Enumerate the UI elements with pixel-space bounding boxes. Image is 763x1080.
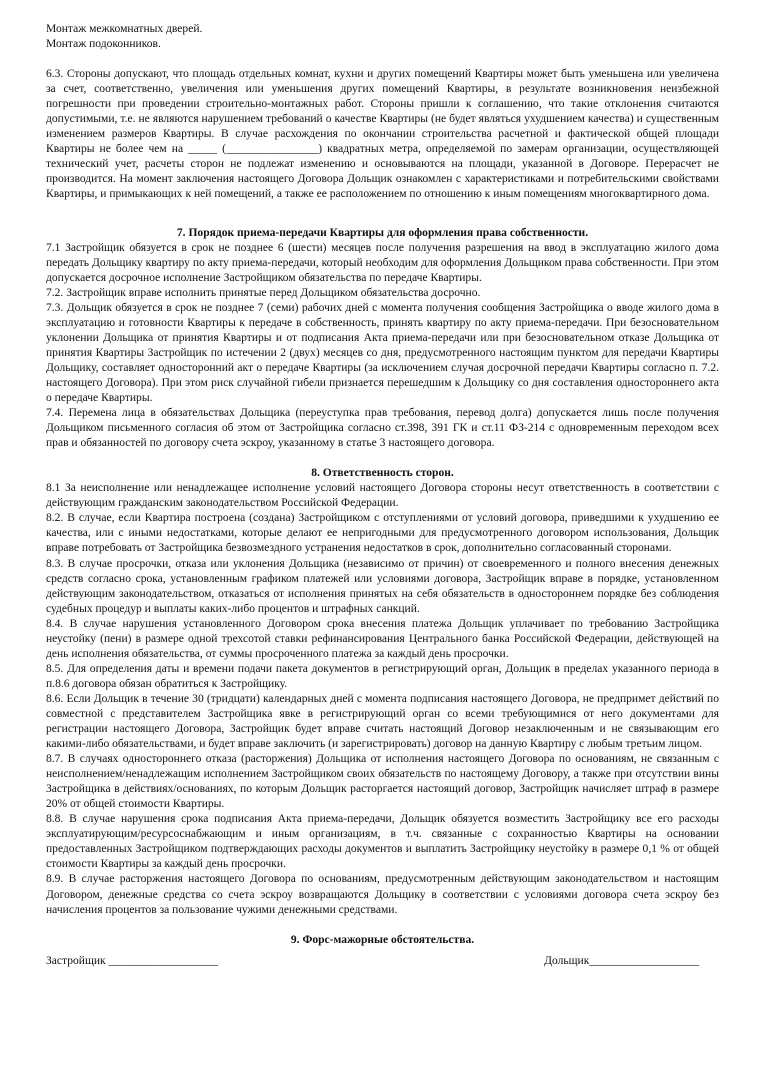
paragraph-8-6: 8.6. Если Дольщик в течение 30 (тридцати) календарных дней с момента подписания настоящего Договора, не предпримет действий по совместной с представителем Застройщика явке в регистрирующий орган со всеми требующимися от него документами для регистрации настоящего Договора, Застройщик будет вправе считать настоящий Договор незаключенным и не связывающим его какими-либо обязательствами, и будет вправе заключить (и зарегистрировать) договор на данную Квартиру с любым третьим лицом. [46,692,719,751]
paragraph-8-7: 8.7. В случаях одностороннего отказа (расторжения) Дольщика от исполнения настоящего Договора по основаниям, не связанным с неисполнением/ненадлежащим исполнением Застройщиком своих обязательств по настоящему Договору, а также при отсутствии вины Застройщика в действиях/основаниях, по которым Дольщик расторгается настоящий договор, Застройщик начисляет штраф в размере 20% от общей стоимости Квартиры. [46,753,719,811]
section-8-heading: 8. Ответственность сторон. [311,467,454,480]
paragraph-8-4: 8.4. В случае нарушения установленного Договором срока внесения платежа Дольщик уплачивает по требованию Застройщика неустойку (пени) в размере одной трехсотой ставки рефинансирования Центрального банка Российской Федерации, действующей на день исполнения обязательства, от суммы просроченного платежа за каждый день просрочки. [46,617,719,660]
paragraph-8-2: 8.2. В случае, если Квартира построена (создана) Застройщиком с отступлениями от условий договора, приведшими к ухудшению ее качества, или с иными недостатками, которые делают ее непригодными для предусмотренного договором использования, Дольщик вправе потребовать от Застройщика безвозмездного устранения недостатков в срок, дополнительно согласованный сторонами. [46,512,719,555]
developer-signature-line: Застройщик ___________________ [46,954,219,967]
paragraph-7-4: 7.4. Перемена лица в обязательствах Дольщика (переуступка прав требования, перевод долга) допускается лишь после получения Дольщиком письменного согласия об этом от Застройщика согласно ст.398, 391 ГК и ст.11 ФЗ-214 с одновременным переходом всех прав и обязанностей по договору счета эскроу, указанному в статье 3 настоящего договора. [46,407,719,450]
paragraph-8-8: 8.8. В случае нарушения срока подписания Акта приема-передачи, Дольщик обязуется возместить Застройщику все его расходы эксплуатирующим/ресурсоснабжающим и иным организациям, в т.ч. связанные с сохранностью Квартиры на основании предоставленных Застройщиком подтверждающих расходы документов и выплатить Застройщику неустойку в размере 0,1 % от общей стоимости Квартиры за каждый день просрочки. [46,813,719,871]
list-item: Монтаж межкомнатных дверей. [46,23,203,35]
paragraph-8-1: 8.1 За неисполнение или ненадлежащее исполнение условий настоящего Договора стороны несут ответственность в соответствии с действующим гражданским законодательством Российской Федерации. [46,482,719,510]
list-item: Монтаж подоконников. [46,38,161,51]
paragraph-8-3: 8.3. В случае просрочки, отказа или уклонения Дольщика (независимо от причин) от своевременного и полного внесения денежных средств согласно срока, установленным графиком платежей или условиями договора, Застройщик вправе в порядке, установленном действующим законодательством, отказаться от исполнения принятых на себя обязательств в одностороннем порядке без соблюдения судебных процедур и выплаты каких-либо процентов и штрафных санкций. [46,557,719,615]
section-9-heading: 9. Форс-мажорные обстоятельства. [290,933,475,946]
paragraph-7-2: 7.2. Застройщик вправе исполнить принятые перед Дольщиком обязательства досрочно. [46,286,481,299]
section-7-heading: 7. Порядок приема-передачи Квартиры для оформления права собственности. [176,226,589,239]
paragraph-8-5: 8.5. Для определения даты и времени подачи пакета документов в регистрирующий орган, Дольщик в пределах указанного периода в п.8.6 договора обязан обратиться к Застройщику. [46,662,719,690]
signature-row [46,954,719,969]
paragraph-7-1: 7.1 Застройщик обязуется в срок не позднее 6 (шести) месяцев после получения разрешения на ввод в эксплуатацию жилого дома передать Дольщику квартиру по акту приема-передачи, который необходим для оформления Дольщиком права собственности. При этом допускается досрочное исполнение Застройщиком обязательства по передаче Квартиры. [46,241,719,284]
paragraph-6-3: 6.3. Стороны допускают, что площадь отдельных комнат, кухни и других помещений Квартиры может быть уменьшена или увеличена за счет, соответственно, увеличения или уменьшения других помещений Квартиры, в результате возникновения неизбежной погрешности при проведении строительно-монтажных работ. Стороны пришли к соглашению, что такие отклонения считаются допустимыми, т.е. не являются нарушением требований о качестве Квартиры (не будет являться ухудшением качества) и существенным изменением размеров Квартиры. В случае расхождения по окончании строительства расчетной и фактической общей площади Квартиры не более чем на _____ (________________) квадратных метра, определяемой по замерам организации, осуществляющей технический учет, расчеты сторон не подлежат изменению и основываются на площади, указанной в Договоре. Перерасчет не производится. На момент заключения настоящего Договора Дольщик ознакомлен с характеристиками и потребительскими свойствами Квартиры, и примыкающих к ней помещений, а также ее расположением по отношению к иным помещениям многоквартирного дома. [46,68,719,201]
paragraph-7-3: 7.3. Дольщик обязуется в срок не позднее 7 (семи) рабочих дней с момента получения сообщения Застройщика о вводе жилого дома в эксплуатацию и готовности Квартиры к передаче в собственность, принять квартиру по акту приема-передачи. При безосновательном уклонении Дольщика от принятия Квартиры и от подписания Акта приема-передачи или при безосновательном отказе Дольщика от принятия Квартиры Застройщик по истечении 2 (двух) месяцев со дня, предусмотренного настоящим пунктом для передачи Квартиры Дольщику, составляет односторонний акт о передаче Квартиры (за исключением случая досрочной передачи Квартиры согласно п. 7.2. настоящего Договора). При этом риск случайной гибели признается перешедшим к Дольщику со дня составления одностороннего акта о передаче Квартиры. [46,301,719,405]
shareholder-signature-line: Дольщик___________________ [544,954,699,967]
paragraph-8-9: 8.9. В случае расторжения настоящего Договора по основаниям, предусмотренным действующим законодательством и настоящим Договором, денежные средства со счета эскроу возвращаются Дольщику в соответствии с условиями договора счета эскроу без начисления процентов за пользование чужими денежными средствами. [46,873,719,916]
